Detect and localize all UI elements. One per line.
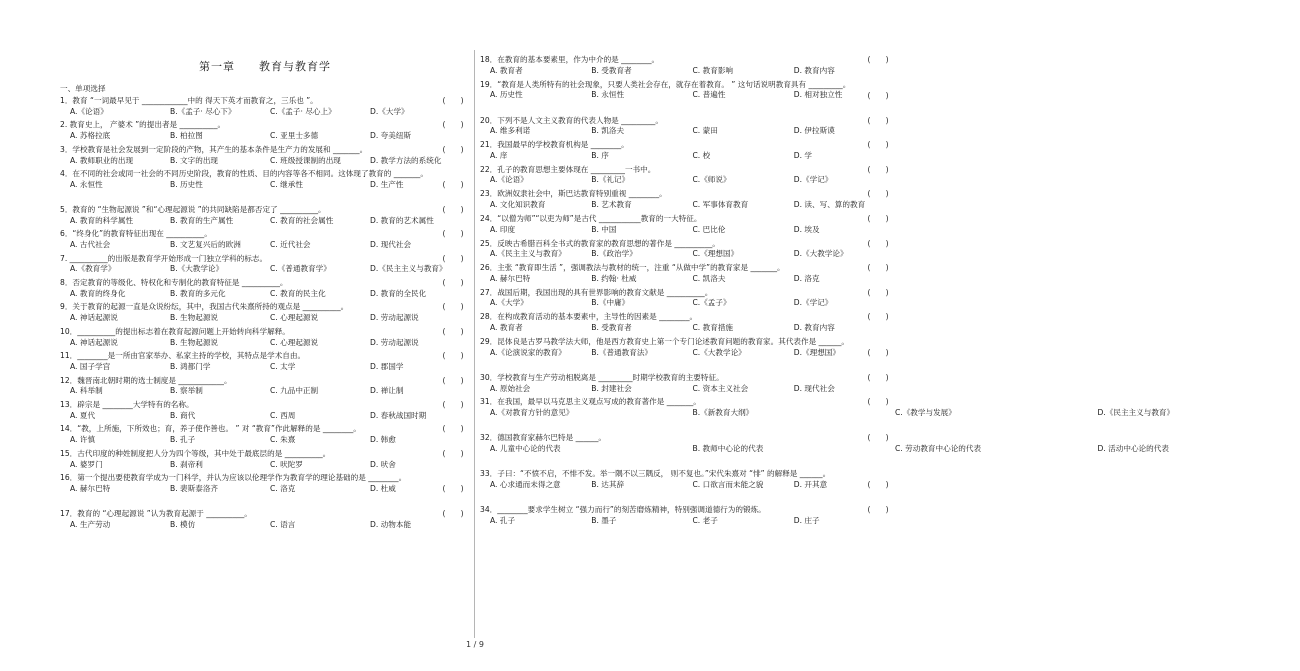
answer-option: C. 教育影响 xyxy=(692,65,734,75)
question-stem: 18．在教育的基本要素里，作为中介的是 ________。 xyxy=(480,55,660,64)
answer-option: B.《中庸》 xyxy=(591,298,630,308)
answer-bracket: ( ) xyxy=(442,229,464,239)
option-row xyxy=(60,313,470,324)
question-item xyxy=(60,145,470,167)
question-stem: 20．下列不是人文主义教育的代表人物是 _________。 xyxy=(480,115,663,125)
answer-option: C. 劳动教育中心论的代表 xyxy=(895,444,982,454)
option-row xyxy=(480,516,895,527)
answer-option: C. 太学 xyxy=(270,361,296,371)
answer-option: B. 模仿 xyxy=(170,519,196,529)
answer-bracket: ( ) xyxy=(442,144,464,154)
answer-option: C. 九品中正制 xyxy=(270,386,319,396)
answer-bracket: ( ) xyxy=(442,508,464,518)
answer-option: A. 神话起源说 xyxy=(70,313,118,323)
answer-option: B. 约翰· 杜威 xyxy=(591,273,637,283)
answer-option: A.《教育学》 xyxy=(70,264,116,274)
question-stem: 32．德国教育家赫尔巴特是 ______。 xyxy=(480,433,606,443)
answer-option: D. 教学方法的系统化 xyxy=(370,155,442,165)
answer-option: D. 杜威 xyxy=(370,483,396,493)
question-stem: 2. 教育史上， 产婆术 ”的提出者是 __________。 xyxy=(60,120,226,130)
answer-bracket: ( ) xyxy=(867,263,889,273)
answer-option: D. 春秋战国时期 xyxy=(370,410,427,420)
answer-option: C. 凯洛夫 xyxy=(692,273,726,283)
question-item xyxy=(60,449,470,471)
question-item xyxy=(60,169,470,191)
question-item xyxy=(480,312,895,334)
answer-bracket: ( ) xyxy=(442,120,464,130)
option-row xyxy=(60,156,470,167)
answer-option: A. 教育者 xyxy=(490,323,523,333)
question-stem: 29．昆体良是古罗马教学法大师，他是西方教育史上第一个专门论述教育问题的教育家。其代表作是 ______。 xyxy=(480,336,849,346)
answer-option: A. 神话起源说 xyxy=(70,337,118,347)
option-row xyxy=(480,66,895,77)
answer-option: B. 教师中心论的代表 xyxy=(692,444,764,454)
answer-option: B. 教育的生产属性 xyxy=(170,215,234,225)
answer-option: A.《大学》 xyxy=(490,298,528,308)
answer-bracket: ( ) xyxy=(442,424,464,434)
question-stem: 31．在我国，最早以马克思主义观点写成的教育著作是 _______。 xyxy=(480,397,701,407)
question-stem: 33．子曰：“不愤不启，不悱不发。举一隅不以三隅反， 则不复也。”宋代朱熹对 “悱” 的解释是 ______。 xyxy=(480,469,831,479)
answer-bracket: ( ) xyxy=(867,115,889,125)
answer-bracket: ( ) xyxy=(867,348,889,358)
question-stem: 19．“教育是人类所特有的社会现象，只要人类社会存在，就存在着教育。 ” 这句话说明教育具有 _________。 xyxy=(480,79,851,89)
question-item xyxy=(480,116,895,138)
answer-option: C. 心理起源说 xyxy=(270,337,319,347)
answer-option: A.《论演说家的教育》 xyxy=(490,347,566,357)
answer-option: B. 刹帝利 xyxy=(170,459,203,469)
question-item xyxy=(480,165,895,187)
answer-bracket: ( ) xyxy=(442,400,464,409)
option-row xyxy=(60,520,470,531)
answer-bracket: ( ) xyxy=(442,204,464,214)
option-row xyxy=(60,180,470,191)
answer-option: A. 历史性 xyxy=(490,90,523,100)
question-stem: 17．教育的 “心理起源说 ”认为教育起源于 __________。 xyxy=(60,508,252,518)
answer-option: C. 近代社会 xyxy=(270,239,311,249)
answer-option: B. 商代 xyxy=(170,410,196,420)
question-item xyxy=(480,263,895,285)
answer-option: D. 禅让制 xyxy=(370,386,404,396)
question-item xyxy=(60,229,470,251)
question-item xyxy=(60,473,470,495)
answer-option: B. 察举制 xyxy=(170,386,203,396)
answer-option: A. 文化知识教育 xyxy=(490,200,546,210)
answer-bracket: ( ) xyxy=(867,397,889,407)
question-item xyxy=(480,433,1169,455)
option-row xyxy=(60,460,470,471)
answer-option: B. 受教育者 xyxy=(591,65,632,75)
answer-option: D. 动物本能 xyxy=(370,519,412,529)
answer-option: A.《论语》 xyxy=(70,106,108,116)
answer-option: A. 孔子 xyxy=(490,515,516,525)
answer-option: A. 苏格拉底 xyxy=(70,131,111,141)
question-item xyxy=(480,288,895,310)
answer-option: A. 婆罗门 xyxy=(70,459,103,469)
answer-option: A.《论语》 xyxy=(490,175,528,185)
answer-bracket: ( ) xyxy=(442,180,464,190)
answer-option: D.《民主主义与教育》 xyxy=(1097,408,1175,418)
question-stem: 28．在构成教育活动的基本要素中，主导性的因素是 ________。 xyxy=(480,312,698,322)
question-item xyxy=(60,254,470,276)
option-row xyxy=(480,480,895,491)
question-stem: 11．________是一所由官家举办、私家主持的学校，其特点是学术自由。 xyxy=(60,351,306,361)
option-row xyxy=(60,131,470,142)
column-divider xyxy=(474,50,475,638)
question-item xyxy=(60,376,470,398)
answer-option: B.《政治学》 xyxy=(591,249,637,259)
option-row xyxy=(60,264,470,275)
question-stem: 27．战国后期，我国出现的具有世界影响的教育文献是 __________。 xyxy=(480,287,713,297)
option-row xyxy=(480,298,895,309)
question-item xyxy=(480,55,895,77)
answer-option: D. 现代社会 xyxy=(793,383,835,393)
answer-option: C. 语言 xyxy=(270,519,296,529)
answer-option: B.《大教学论》 xyxy=(170,264,224,274)
answer-option: B. 艺术教育 xyxy=(591,200,632,210)
answer-option: A. 许慎 xyxy=(70,435,96,445)
answer-option: D. 学 xyxy=(793,150,813,160)
option-row xyxy=(60,107,470,118)
answer-option: B. 文艺复兴后的欧洲 xyxy=(170,239,241,249)
answer-option: D. 现代社会 xyxy=(370,239,412,249)
answer-option: B. 孔子 xyxy=(170,435,196,445)
answer-option: B.《普通教育法》 xyxy=(591,347,653,357)
question-item xyxy=(60,278,470,300)
question-stem: 16．第一个提出要使教育学成为一门科学，并认为应该以伦理学作为教育学的理论基础的是 ________。 xyxy=(60,473,407,483)
answer-bracket: ( ) xyxy=(867,213,889,223)
answer-option: C. 西周 xyxy=(270,410,296,420)
answer-option: D.《学记》 xyxy=(793,175,833,185)
answer-option: B.《礼记》 xyxy=(591,175,630,185)
answer-option: C. 教育措施 xyxy=(692,323,734,333)
answer-option: D. 读、写、算的教育 xyxy=(793,200,866,210)
answer-option: D. 埃及 xyxy=(793,224,820,234)
question-item xyxy=(480,214,895,236)
answer-option: A. 夏代 xyxy=(70,410,96,420)
question-stem: 4．在不同的社会或同一社会的不同历史阶段，教育的性质、目的内容等各不相同。这体现了教育的 _______。 xyxy=(60,169,428,179)
answer-option: D. 活动中心论的代表 xyxy=(1097,444,1169,454)
answer-option: B. 文字的出现 xyxy=(170,155,219,165)
answer-option: A. 心求通而未得之意 xyxy=(490,479,561,489)
answer-option: B. 序 xyxy=(591,150,609,160)
question-item xyxy=(60,351,470,373)
answer-option: C. 教育的社会属性 xyxy=(270,215,334,225)
answer-bracket: ( ) xyxy=(442,351,464,361)
option-row xyxy=(480,323,895,334)
answer-option: A. 教育的终身化 xyxy=(70,288,126,298)
option-row xyxy=(480,444,1169,455)
answer-option: D. 劳动起源说 xyxy=(370,313,419,323)
answer-option: C. 资本主义社会 xyxy=(692,383,749,393)
question-stem: 22．孔子的教育思想主要体现在 _________一书中。 xyxy=(480,164,656,174)
answer-option: C. 口欲言而未能之貌 xyxy=(692,479,764,489)
answer-option: A. 赫尔巴特 xyxy=(490,273,531,283)
answer-bracket: ( ) xyxy=(867,312,889,322)
option-row xyxy=(60,338,470,349)
answer-option: C. 教育的民主化 xyxy=(270,288,326,298)
answer-option: D. 夸美纽斯 xyxy=(370,131,412,141)
question-item xyxy=(480,505,895,527)
question-stem: 8．否定教育的等级化、特权化和专制化的教育特征是 __________。 xyxy=(60,278,288,287)
answer-option: B. 教育的多元化 xyxy=(170,288,226,298)
question-item xyxy=(480,80,895,102)
option-row xyxy=(480,126,895,137)
option-row xyxy=(60,240,470,251)
option-row xyxy=(480,249,895,260)
answer-option: B. 封建社会 xyxy=(591,383,632,393)
option-row xyxy=(60,386,470,397)
answer-option: B.《孟子· 尽心下》 xyxy=(170,106,236,116)
option-row xyxy=(60,289,470,300)
answer-option: D. 相对独立性 xyxy=(793,90,843,100)
answer-option: C. 巴比伦 xyxy=(692,224,726,234)
answer-option: C. 吠陀罗 xyxy=(270,459,303,469)
answer-option: C.《孟子· 尽心上》 xyxy=(270,106,336,116)
answer-option: D.《理想国》 xyxy=(793,347,840,357)
answer-bracket: ( ) xyxy=(867,480,889,490)
answer-bracket: ( ) xyxy=(442,302,464,312)
question-item xyxy=(60,120,470,142)
answer-option: C.《孟子》 xyxy=(692,298,731,308)
answer-option: B. 永恒性 xyxy=(591,90,625,100)
answer-option: D. 洛克 xyxy=(793,273,820,283)
answer-option: D.《学记》 xyxy=(793,298,833,308)
question-item xyxy=(60,96,470,118)
answer-option: D.《民主主义与教育》 xyxy=(370,264,447,274)
answer-option: D. 吠舍 xyxy=(370,459,396,469)
answer-option: D. 劳动起源说 xyxy=(370,337,419,347)
question-stem: 7. __________的出版是教育学开始形成一门独立学科的标志。 xyxy=(60,253,268,263)
answer-option: D. 教育的艺术属性 xyxy=(370,215,434,225)
answer-option: A. 维多利诺 xyxy=(490,126,531,136)
question-stem: 5．教育的 “生物起源说 ”和“心理起源说 ”的共同缺陷是都否定了 __________。 xyxy=(60,204,326,214)
answer-option: A. 印度 xyxy=(490,224,516,234)
answer-option: A. 儿童中心论的代表 xyxy=(490,444,561,454)
answer-option: B. 凯洛夫 xyxy=(591,126,625,136)
answer-option: A. 庠 xyxy=(490,150,508,160)
question-item xyxy=(480,140,895,162)
question-item xyxy=(60,400,470,422)
answer-option: C. 亚里士多德 xyxy=(270,131,319,141)
answer-option: D. 庄子 xyxy=(793,515,820,525)
answer-bracket: ( ) xyxy=(867,140,889,150)
answer-option: C. 军事体育教育 xyxy=(692,200,749,210)
answer-bracket: ( ) xyxy=(442,96,464,105)
answer-option: A. 赫尔巴特 xyxy=(70,483,111,493)
answer-bracket: ( ) xyxy=(867,55,889,64)
question-stem: 13．辟宗是 ________大学特有的名称。 xyxy=(60,400,194,409)
answer-option: B. 裴斯泰洛齐 xyxy=(170,483,219,493)
option-row xyxy=(60,411,470,422)
answer-option: B. 生物起源说 xyxy=(170,337,219,347)
answer-option: C. 继承性 xyxy=(270,179,303,189)
answer-option: A. 生产劳动 xyxy=(70,519,111,529)
answer-option: C. 心理起源说 xyxy=(270,313,319,323)
answer-option: B.《新教育大纲》 xyxy=(692,408,754,418)
answer-option: A.《民主主义与教育》 xyxy=(490,249,566,259)
answer-option: D. 教育的全民化 xyxy=(370,288,427,298)
option-row xyxy=(480,200,895,211)
chapter-title: 第一章 教育与教育学 xyxy=(199,60,331,73)
question-stem: 12．魏晋南北朝时期的选士制度是 ____________。 xyxy=(60,375,232,385)
question-stem: 25．反映古希腊百科全书式的教育家的教育思想的著作是 __________。 xyxy=(480,238,720,248)
question-item xyxy=(60,424,470,446)
question-item xyxy=(60,327,470,349)
answer-option: B. 生物起源说 xyxy=(170,313,219,323)
answer-option: A. 古代社会 xyxy=(70,239,111,249)
answer-bracket: ( ) xyxy=(867,90,889,100)
answer-option: C.《教学与发展》 xyxy=(895,408,956,418)
question-stem: 24．“以僧为师”“以吏为师”是古代 ___________教育的一大特征。 xyxy=(480,213,702,223)
answer-option: D. 郡国学 xyxy=(370,361,404,371)
answer-bracket: ( ) xyxy=(867,372,889,382)
answer-option: B. 历史性 xyxy=(170,179,203,189)
answer-option: D.《大教学论》 xyxy=(793,249,848,259)
option-row xyxy=(60,484,470,495)
question-stem: 23．欧洲奴隶社会中，斯巴达教育特别重视 ________。 xyxy=(480,189,667,199)
left-column xyxy=(60,0,470,640)
section-heading: 一、单项选择 xyxy=(60,84,106,93)
question-stem: 9．关于教育的起源一直是众说纷纭，其中，我国古代朱熹所持的观点是 __________。 xyxy=(60,302,349,312)
question-stem: 1．教育 “一词最早见于 ____________中的 得天下英才而教育之，三乐也 ”。 xyxy=(60,96,318,105)
question-stem: 21．我国最早的学校教育机构是 ________。 xyxy=(480,140,629,150)
question-item xyxy=(480,189,895,211)
question-item xyxy=(480,239,895,261)
answer-option: A. 国子学宫 xyxy=(70,361,111,371)
question-stem: 14．“教，上所施，下所效也；育，养子使作善也。 ” 对 “教育”作此解释的是 ________。 xyxy=(60,424,361,434)
option-row xyxy=(480,225,895,236)
answer-option: B. 鸿都门学 xyxy=(170,361,211,371)
answer-bracket: ( ) xyxy=(867,164,889,174)
question-stem: 30．学校教育与生产劳动相脱离是 _________时期学校教育的主要特征。 xyxy=(480,372,724,382)
answer-option: A. 教育者 xyxy=(490,65,523,75)
answer-option: A. 教师职业的出现 xyxy=(70,155,134,165)
question-stem: 26．主张 “教育即生活 ”，强调教法与教材的统一，注重 “从做中学”的教育家是 _______。 xyxy=(480,263,785,273)
answer-option: D. 生产性 xyxy=(370,179,404,189)
question-item xyxy=(480,373,895,395)
question-stem: 3．学校教育是社会发展到一定阶段的产物，其产生的基本条件是生产力的发展和 _______。 xyxy=(60,144,368,154)
answer-option: C.《师说》 xyxy=(692,175,731,185)
option-row xyxy=(60,362,470,373)
answer-option: D.《大学》 xyxy=(370,106,409,116)
answer-bracket: ( ) xyxy=(867,287,889,297)
option-row xyxy=(60,435,470,446)
question-item xyxy=(60,205,470,227)
answer-bracket: ( ) xyxy=(442,375,464,385)
answer-bracket: ( ) xyxy=(867,189,889,199)
answer-option: D. 教育内容 xyxy=(793,323,835,333)
answer-bracket: ( ) xyxy=(442,448,464,458)
page-indicator: 1 / 9 xyxy=(466,640,484,649)
answer-bracket: ( ) xyxy=(442,278,464,287)
option-row xyxy=(480,408,1175,419)
question-item xyxy=(60,509,470,531)
answer-option: C.《普通教育学》 xyxy=(270,264,331,274)
answer-option: B. 受教育者 xyxy=(591,323,632,333)
option-row xyxy=(480,151,895,162)
option-row xyxy=(480,348,895,359)
right-column xyxy=(480,0,1175,640)
question-stem: 15．古代印度的种姓制度把人分为四个等级，其中处于最底层的是 __________。 xyxy=(60,448,331,458)
answer-option: D. 教育内容 xyxy=(793,65,835,75)
answer-option: C. 蒙田 xyxy=(692,126,718,136)
answer-option: D. 伊拉斯谟 xyxy=(793,126,835,136)
question-stem: 6．“终身化”的教育特征出现在 __________。 xyxy=(60,229,212,239)
answer-option: C. 普遍性 xyxy=(692,90,726,100)
answer-bracket: ( ) xyxy=(867,433,889,443)
answer-bracket: ( ) xyxy=(442,484,464,494)
answer-option: A. 永恒性 xyxy=(70,179,103,189)
answer-option: C. 老子 xyxy=(692,515,718,525)
answer-option: A. 教育的科学属性 xyxy=(70,215,134,225)
answer-option: B. 墨子 xyxy=(591,515,617,525)
question-item xyxy=(60,302,470,324)
question-stem: 34．________要求学生树立 “强力而行”的刻苦磨炼精神，特别强调道德行为的锻炼。 xyxy=(480,505,766,515)
option-row xyxy=(480,384,895,395)
option-row xyxy=(480,274,895,285)
answer-option: C. 洛克 xyxy=(270,483,296,493)
answer-bracket: ( ) xyxy=(867,505,889,515)
answer-option: A. 科举制 xyxy=(70,386,103,396)
answer-bracket: ( ) xyxy=(442,326,464,336)
answer-option: C.《大教学论》 xyxy=(692,347,746,357)
answer-bracket: ( ) xyxy=(442,253,464,263)
question-item xyxy=(480,337,895,359)
answer-option: C. 朱熹 xyxy=(270,435,296,445)
answer-option: D. 开其意 xyxy=(793,479,828,489)
answer-option: A.《对教育方针的意见》 xyxy=(490,408,574,418)
answer-option: A. 原始社会 xyxy=(490,383,531,393)
answer-bracket: ( ) xyxy=(867,238,889,248)
option-row xyxy=(480,90,895,101)
answer-option: C.《理想国》 xyxy=(692,249,739,259)
answer-option: C. 班级授课制的出现 xyxy=(270,155,341,165)
question-item xyxy=(480,397,1175,419)
answer-option: B. 中国 xyxy=(591,224,617,234)
question-stem: 10．__________的提出标志着在教育起源问题上开始转向科学解释。 xyxy=(60,326,290,336)
answer-option: C. 校 xyxy=(692,150,711,160)
question-item xyxy=(480,469,895,491)
option-row xyxy=(60,216,470,227)
answer-option: B. 达其辞 xyxy=(591,479,625,489)
answer-option: D. 韩愈 xyxy=(370,435,396,445)
option-row xyxy=(480,175,895,186)
answer-option: B. 柏拉图 xyxy=(170,131,203,141)
